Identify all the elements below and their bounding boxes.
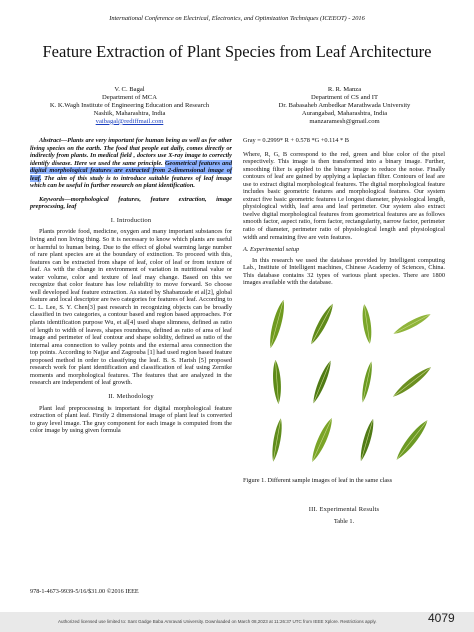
introduction-paragraph: Plants provide food, medicine, oxygen and many important substances for living and non living thing. So it is necessary to know which plants are useful or harmful to human being. Due to the effect of global warming large number of rare plant species are at the boundary of extinction. To proceed with this, features can be extracted from shape of leaf, color of leaf or from texture of leaf. As with the change in environment of variation in nutritional value or water volume, color and texture of leaf may change. Based on this we recognize that color feature has low reliability to move forward. So choose well developed leaf feature extraction. As stated by Shabanzade et al[2], global feature and local descriptor are two categories for features of leaf. According to C. L. Lee, S. Y. Chen[3] past research in recognizing objects can be broadly classified in two categories, a contour based and region based approaches. For plants identification purpose Wu, et al[4] used shape slimness, defined as ratio of length to width of leaves, shapes roundness, defined as ratio of area of leaf image and perimeter of leaf contour and shape solidity, defined as ratio of the internal area connection to valley points and the external area connection the top points. According to Najjar and Zagrouba [1] had used region based feature proposed method in order to classifying the leaf. B. S. Harish [5] proposed research work for plant identification and classification of leaf using Zernike moments and morphological features. The features that are analyzed in the research are independent of leaf growth. (30, 228, 232, 387)
section-heading-results: III. Experimental Results (308, 506, 380, 514)
author-email-link[interactable]: vaibagal@rediffmail.com (95, 117, 164, 125)
author-department: Department of MCA (102, 93, 157, 101)
leaf-image (299, 295, 344, 353)
leaf-image (299, 353, 344, 411)
keywords-label: Keywords (39, 195, 65, 203)
author-email: manzaramesh@gmail.com (309, 117, 380, 125)
author-institution: K. K.Wagh Institute of Engineering Education and Research (49, 101, 210, 109)
leaf-image (254, 411, 299, 469)
running-head: International Conference on Electrical, Electronics, and Optimization Techniques (ICEEOT) - 2016 (109, 15, 365, 22)
leaf-image (299, 411, 344, 469)
right-column (243, 137, 445, 525)
keywords (30, 196, 232, 211)
section-heading-introduction: I. Introduction (110, 216, 152, 224)
leaf-image (344, 353, 389, 411)
author-name: R. R. Manza (327, 86, 362, 93)
experimental-setup-paragraph: In this research we used the database provided by Intelligent computing Lab., Institute of Intelligent machines, Chinese Academy of Sciences, China. This database contains 32 types of various plant species. There are 1800 images available with the database. (243, 256, 445, 287)
paper-title: Feature Extraction of Plant Species from Leaf Architecture (42, 42, 432, 61)
author-institution: Dr. Babasaheb Ambedkar Marathwada University (278, 101, 411, 109)
leaf-image (389, 353, 434, 411)
author-name: V. C. Bagal (114, 86, 145, 93)
copyright-line: 978-1-4673-9939-5/16/$31.00 ©2016 IEEE (30, 588, 139, 595)
leaf-image (389, 411, 434, 469)
abstract-text-1: —Plants are very important for human being as well as for other living species on the earth. The food that people eat daily, comes directly or indirectly from plants. In medical field , doctors use X-ray image to correctly identify disease. Here we used the same principle. (30, 137, 232, 167)
leaf-image (254, 295, 299, 353)
table-caption: Table 1. (333, 517, 355, 525)
abstract-label: Abstract (39, 137, 61, 144)
author-city: Aurangabad, Maharashtra, India (301, 109, 388, 117)
leaf-image (254, 353, 299, 411)
leaf-image (344, 295, 389, 353)
author-block-2 (242, 86, 447, 126)
author-city: Nashik, Maharashtra, India (93, 109, 166, 117)
figure-caption: Figure 1. Different sample images of leaf in the same class (243, 476, 393, 484)
methodology-paragraph-cont: Where, R, G, B correspond to the red, green and blue color of the pixel respectively. This image is then transformed into a binary image. Further, smoothing filter is applied to the binary image to reduce the noise. Finally contours of leaf are gained by applying a laplacian filter. Contours of leaf are use to extract digital morphological features. The digital morphological feature includes basic geometric features and morphological features. Our system extract five basic geometric features i.e longest diameter, physiological length, physiological width, leaf area and leaf perimeter. Our system also extract twelve digital morphological features from geometrical features are as follows smooth factor, aspect ratio, form factor, rectangularity, narrow factor, perimeter ratio of diameter, perimeter ratio of physiological length and physiological width and remaining five are vein features. (243, 150, 445, 241)
gray-formula: Gray = 0.2999* R + 0.578 *G +0.114 * B (243, 137, 350, 144)
page-number: 4079 (428, 611, 455, 625)
author-block-1 (27, 86, 232, 126)
methodology-paragraph: Plant leaf preprocessing is important for digital morphological feature extraction of plant leaf. Firstly 2 dimensional image of plant leaf is converted to gray level image. The gray component for each image is computed from the color image by using given formula (30, 404, 232, 435)
leaf-sample-figure (254, 295, 434, 469)
author-department: Department of CS and IT (310, 93, 379, 101)
license-text: Authorized licensed use limited to: Sant Gadge Baba Amravati University. Downloaded on March 08,2023 at 11:26:37 UTC from IEEE Xplore. Restrictions apply. (58, 619, 377, 624)
abstract-highlight: Geometrical features and digital morphological features are extracted from 2-dimensional image of leaf. (30, 159, 232, 182)
abstract-text-2: The aim of this study is to introduce suitable features of leaf image which can be useful in further research on plant identification. (30, 174, 232, 190)
leaf-image (389, 295, 434, 353)
section-heading-methodology: II. Methodology (108, 392, 154, 400)
left-column (30, 137, 232, 435)
keywords-text: —morphological features, feature extraction, image preprocssing, leaf (30, 195, 232, 211)
abstract (30, 137, 232, 190)
subsection-heading-experimental-setup: A. Experimental setup (243, 246, 300, 254)
leaf-image (344, 411, 389, 469)
